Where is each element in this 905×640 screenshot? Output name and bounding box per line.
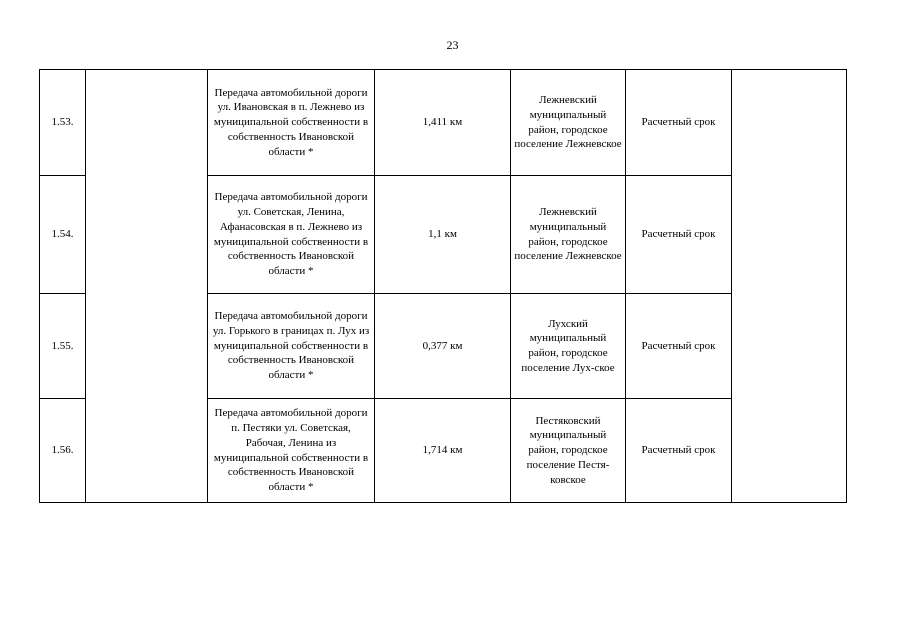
municipality: Лежневский муниципальный район, городское поселение Лежневское: [511, 176, 626, 294]
measures-table: [39, 69, 847, 503]
row-number: 1.53.: [40, 70, 86, 176]
road-length: 0,377 км: [375, 294, 511, 399]
municipality: Лежневский муниципальный район, городское поселение Лежневское: [511, 70, 626, 176]
road-length: 1,1 км: [375, 176, 511, 294]
implementation-term: Расчетный срок: [626, 399, 732, 503]
merged-empty-cell: [732, 70, 847, 503]
implementation-term: Расчетный срок: [626, 176, 732, 294]
merged-empty-cell: [86, 70, 208, 503]
measure-name: Передача автомобильной дороги п. Пестяки ул. Советская, Рабочая, Ленина из муниципальной собственности в собственность Ивановской области *: [208, 399, 375, 503]
measure-name: Передача автомобильной дороги ул. Ивановская в п. Лежнево из муниципальной собственности в собственность Ивановской области *: [208, 70, 375, 176]
road-length: 1,714 км: [375, 399, 511, 503]
table-row: [40, 70, 847, 176]
road-length: 1,411 км: [375, 70, 511, 176]
row-number: 1.54.: [40, 176, 86, 294]
measure-name: Передача автомобильной дороги ул. Советская, Ленина, Афанасовская в п. Лежнево из муниципальной собственности в собственность Ивановской области *: [208, 176, 375, 294]
row-number: 1.56.: [40, 399, 86, 503]
page-number: 23: [446, 38, 459, 52]
measure-name: Передача автомобильной дороги ул. Горького в границах п. Лух из муниципальной собственности в собственность Ивановской области *: [208, 294, 375, 399]
row-number: 1.55.: [40, 294, 86, 399]
implementation-term: Расчетный срок: [626, 294, 732, 399]
municipality: Лухский муниципальный район, городское поселение Лух-ское: [511, 294, 626, 399]
municipality: Пестяковский муниципальный район, городское поселение Пестя-ковское: [511, 399, 626, 503]
implementation-term: Расчетный срок: [626, 70, 732, 176]
